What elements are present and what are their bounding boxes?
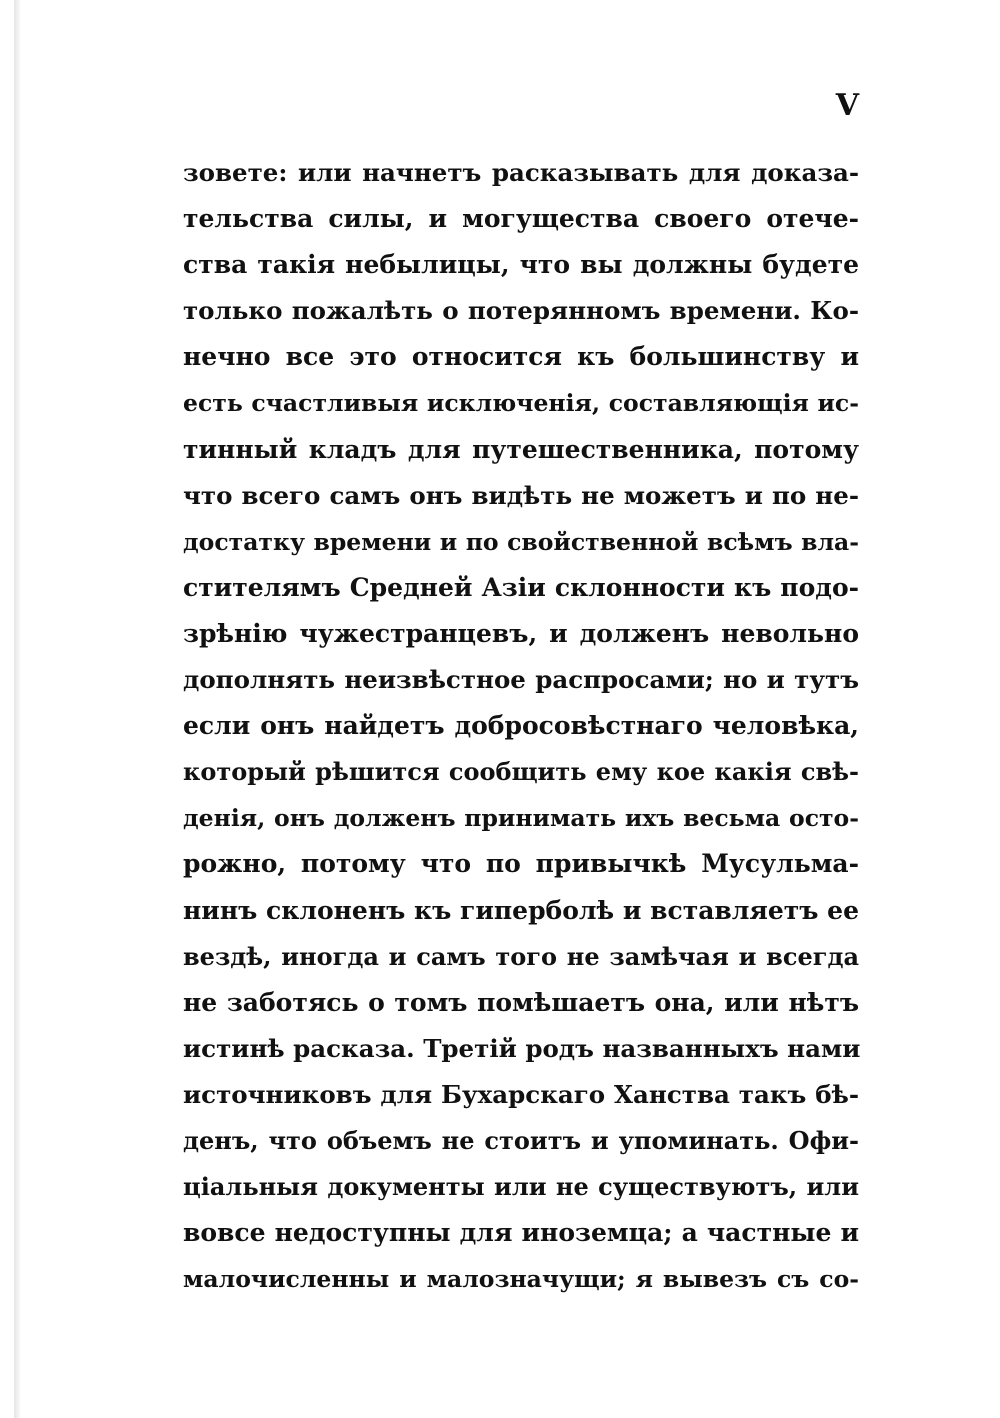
text-line: рожно, потому что по привычкѣ Мусульма- — [183, 849, 859, 879]
text-line: зовете: или начнетъ расказывать для доказа- — [183, 158, 859, 187]
text-line: что всего самъ онъ видѣть не можетъ и по не- — [183, 480, 859, 510]
text-line: вовсе недоступны для иноземца; а частные и — [183, 1218, 859, 1248]
text-line: денія, онъ долженъ принимать ихъ весьма осто- — [183, 804, 859, 833]
page-edge — [14, 0, 20, 1418]
text-line: ства такія небылицы, что вы должны будете — [183, 250, 859, 280]
text-line: источниковъ для Бухарскаго Ханства такъ бѣ- — [183, 1079, 859, 1109]
text-line: вездѣ, иногда и самъ того не замѣчая и всегда — [183, 941, 859, 971]
body-text — [183, 150, 859, 1302]
text-line: денъ, что объемъ не стоитъ и упоминать. Офи- — [183, 1125, 859, 1155]
text-line: тинный кладъ для путешественника, потому — [183, 434, 859, 464]
text-line: малочисленны и малозначущи; я вывезъ съ со- — [183, 1265, 859, 1294]
text-line: не заботясь о томъ помѣшаетъ она, или нѣтъ — [183, 987, 859, 1017]
text-line: истинѣ расказа. Третій родъ названныхъ нами — [183, 1033, 861, 1063]
text-line: зрѣнію чужестранцевъ, и долженъ невольно — [183, 618, 859, 648]
text-line: только пожалѣть о потерянномъ времени. Ко- — [183, 296, 859, 326]
text-line: дополнять неизвѣстное распросами; но и тутъ — [183, 665, 859, 695]
text-line: достатку времени и по свойственной всѣмъ вла- — [183, 527, 859, 556]
text-line: нинъ склоненъ къ гиперболѣ и вставляетъ ее — [183, 895, 859, 925]
text-line: ціальныя документы или не существуютъ, или — [183, 1172, 859, 1202]
page-number: V — [835, 88, 860, 123]
text-line: нечно все это относится къ большинству и — [183, 342, 859, 372]
text-line: если онъ найдетъ добросовѣстнаго человѣка, — [183, 711, 859, 741]
text-line: стителямъ Средней Азіи склонности къ подо- — [183, 572, 859, 602]
text-line: тельства силы, и могущества своего отече- — [183, 204, 859, 234]
text-line: есть счастливыя исключенія, составляющія ис- — [183, 389, 859, 418]
text-line: который рѣшится сообщить ему кое какія свѣ- — [183, 757, 859, 787]
